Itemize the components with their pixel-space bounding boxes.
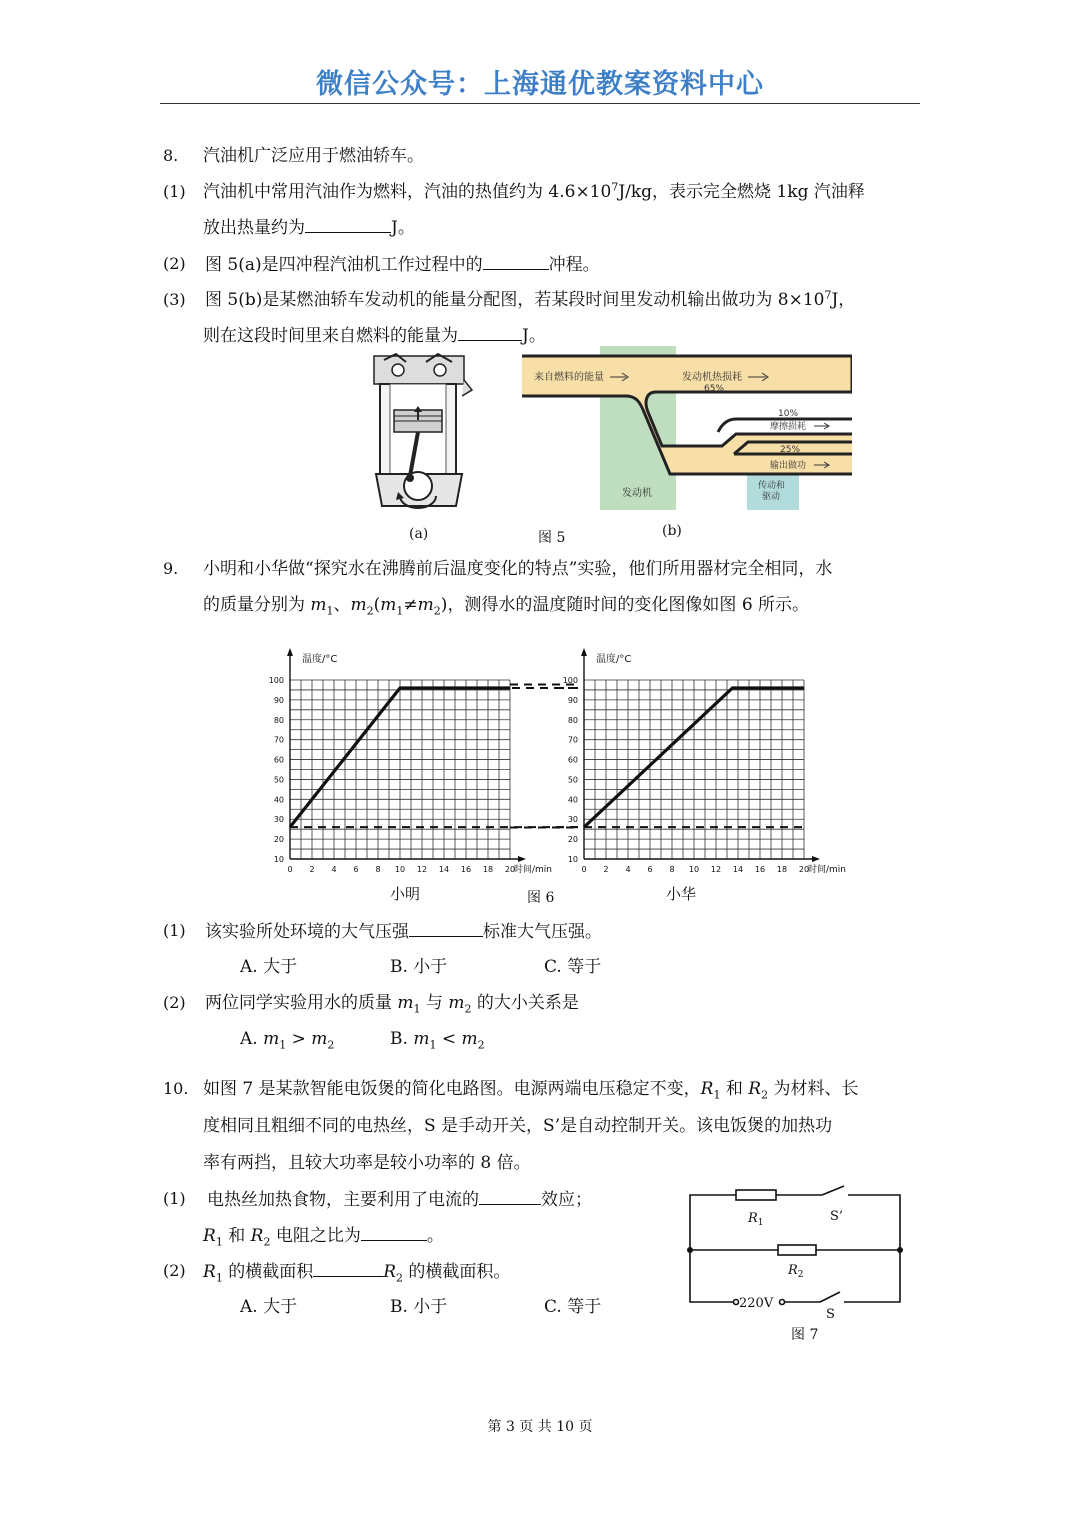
drive-label-1: 传动和 (758, 481, 786, 491)
answer-blank-area[interactable] (313, 1260, 383, 1277)
q8-p2-line: 图 5(a)是四冲程汽油机工作过程中的 冲程。 (205, 255, 600, 275)
y-axis-label: 温度/°C (302, 654, 338, 665)
fig7-caption: 图 7 (791, 1327, 819, 1343)
y-tick-label: 10 (567, 855, 578, 864)
q10-p2-option-c[interactable]: C. 等于 (544, 1297, 602, 1317)
fig6-caption: 图 6 (527, 890, 555, 906)
x-tick-label: 16 (460, 865, 472, 874)
x-tick-label: 4 (331, 865, 337, 874)
y-axis-arrow (581, 648, 587, 656)
friction-percent: 10% (778, 409, 799, 419)
x-tick-label: 12 (416, 865, 428, 874)
header-divider (160, 103, 920, 104)
q9-p2-option-b[interactable]: B. $m_1 < m_2$ (390, 1029, 485, 1052)
output-label: 输出做功 (770, 461, 807, 471)
switch-s (820, 1292, 840, 1302)
q10-p1-line1: 电热丝加热食物，主要利用了电流的 效应； (207, 1190, 592, 1210)
y-tick-label: 60 (273, 755, 284, 765)
engine-label: 发动机 (622, 488, 652, 499)
answer-blank-stroke[interactable] (483, 253, 549, 270)
x-axis-arrow (812, 856, 820, 862)
q10-number: 10. (163, 1079, 189, 1098)
x-tick-label: 10 (688, 865, 700, 874)
q10-p2-option-a[interactable]: A. 大于 (240, 1297, 298, 1317)
x-axis-label: 时间/min (514, 865, 553, 875)
engine-cylinder-illustration (366, 350, 476, 510)
switch-s-prime (822, 1186, 844, 1195)
fig5a-label: (a) (409, 526, 429, 542)
x-tick-label: 6 (647, 865, 653, 874)
energy-flow-diagram (522, 346, 852, 510)
q9-p2-number: (2) (163, 993, 186, 1012)
y-tick-label: 90 (273, 695, 284, 705)
q10-line1: 如图 7 是某款智能电饭煲的简化电路图。电源两端电压稳定不变，$R_1$ 和 $R_2$ 为材料、长 (203, 1079, 859, 1102)
fig5-caption: 图 5 (538, 530, 566, 546)
x-tick-label: 12 (710, 865, 722, 874)
q8-p3-line1: 图 5(b)是某燃油轿车发动机的能量分配图，若某段时间里发动机输出做功为 $8\times 10^7J$， (205, 288, 856, 310)
circuit-diagram (680, 1180, 910, 1330)
q10-p2-line: $R_1$ 的横截面积 $R_2$ 的横截面积。 (203, 1262, 511, 1285)
resistor-r1 (736, 1190, 776, 1200)
x-axis-label: 时间/min (808, 865, 847, 875)
q8-p1-number: (1) (163, 182, 186, 201)
heat-loss-percent: 65% (704, 384, 725, 394)
q9-p1-option-a[interactable]: A. 大于 (240, 957, 298, 977)
output-percent: 25% (780, 445, 801, 455)
heat-loss-label: 发动机热损耗 (682, 372, 742, 383)
q8-p1-line2: 放出热量约为 J。 (203, 218, 415, 238)
reference-dashed-lines (400, 680, 730, 832)
x-axis-arrow (518, 856, 526, 862)
y-tick-label: 70 (567, 735, 578, 745)
y-tick-label: 10 (273, 855, 284, 864)
chart-left-title: 小明 (390, 885, 421, 903)
q9-p1-number: (1) (163, 921, 186, 940)
y-tick-label: 30 (567, 815, 578, 825)
y-tick-label: 100 (562, 676, 578, 685)
q9-p1-line: 该实验所处环境的大气压强 标准大气压强。 (205, 922, 602, 942)
x-tick-label: 10 (394, 865, 406, 874)
q10-p2-number: (2) (163, 1261, 186, 1280)
q8-p3-number: (3) (163, 290, 186, 309)
answer-blank-fuel-energy[interactable] (458, 324, 522, 341)
resistor-r2 (778, 1245, 816, 1255)
x-tick-label: 20 (798, 865, 810, 874)
x-tick-label: 2 (309, 865, 315, 874)
x-tick-label: 2 (603, 865, 609, 874)
r1-label: $R_1$ (748, 1211, 764, 1228)
fig5b-label: (b) (662, 523, 682, 539)
y-tick-label: 90 (567, 695, 578, 705)
y-tick-label: 40 (567, 795, 578, 805)
q8-p3-line2: 则在这段时间里来自燃料的能量为 J。 (203, 326, 546, 346)
q8-p2-number: (2) (163, 254, 186, 273)
x-tick-label: 8 (669, 865, 675, 874)
answer-blank-ratio[interactable] (361, 1224, 427, 1241)
s-prime-label: S’ (830, 1209, 844, 1224)
y-tick-label: 40 (273, 795, 284, 805)
y-tick-label: 100 (268, 676, 284, 685)
q10-p1-number: (1) (163, 1189, 186, 1208)
y-axis-arrow (287, 648, 293, 656)
x-tick-label: 18 (776, 865, 788, 874)
y-tick-label: 50 (567, 775, 578, 785)
q8-p1-line1: 汽油机中常用汽油作为燃料，汽油的热值约为 $4.6\times 10^7J/kg$，表示完全燃烧 1kg 汽油释 (203, 180, 865, 202)
s-label: S (826, 1307, 835, 1322)
chart-right-title: 小华 (666, 885, 697, 903)
x-tick-label: 14 (438, 865, 450, 874)
page-header: 微信公众号：上海通优教案资料中心 (316, 69, 764, 100)
y-tick-label: 20 (567, 835, 578, 845)
y-tick-label: 20 (273, 835, 284, 845)
x-tick-label: 0 (287, 865, 293, 874)
x-tick-label: 14 (732, 865, 744, 874)
q9-p2-option-a[interactable]: A. $m_1 > m_2$ (240, 1029, 335, 1052)
x-tick-label: 18 (482, 865, 494, 874)
page-footer: 第 3 页 共 10 页 (487, 1419, 593, 1435)
y-tick-label: 80 (567, 715, 578, 725)
q9-line1: 小明和小华做“探究水在沸腾前后温度变化的特点”实验，他们所用器材完全相同，水 (203, 559, 833, 579)
q9-p2-line: 两位同学实验用水的质量 $m_1$ 与 $m_2$ 的大小关系是 (205, 993, 579, 1016)
x-tick-label: 20 (504, 865, 516, 874)
voltage-label: 220V (739, 1296, 774, 1311)
r2-label: $R_2$ (788, 1263, 804, 1280)
answer-blank-effect[interactable] (479, 1188, 541, 1205)
x-tick-label: 8 (375, 865, 381, 874)
drive-label-2: 驱动 (762, 492, 781, 502)
answer-blank-heat[interactable] (305, 216, 391, 233)
q9-number: 9. (163, 559, 179, 578)
friction-label: 摩擦损耗 (770, 422, 807, 432)
q10-p2-option-b[interactable]: B. 小于 (390, 1297, 448, 1317)
y-axis-label: 温度/°C (596, 654, 632, 665)
q10-line3: 率有两挡，且较大功率是较小功率的 8 倍。 (203, 1153, 531, 1173)
q8-number: 8. (163, 146, 179, 165)
x-tick-label: 0 (581, 865, 587, 874)
y-tick-label: 30 (273, 815, 284, 825)
q9-p1-option-c[interactable]: C. 等于 (544, 957, 602, 977)
q8-stem: 汽油机广泛应用于燃油轿车。 (203, 146, 424, 166)
x-tick-label: 6 (353, 865, 359, 874)
x-tick-label: 4 (625, 865, 631, 874)
y-tick-label: 60 (567, 755, 578, 765)
q9-line2: 的质量分别为 $m_1$、$m_2(m_1\ne m_2)$，测得水的温度随时间的变化图像如图 6 所示。 (203, 595, 810, 618)
q10-line2: 度相同且粗细不同的电热丝，S 是手动开关，S’是自动控制开关。该电饭煲的加热功 (203, 1116, 833, 1136)
answer-blank-pressure[interactable] (409, 920, 483, 937)
y-tick-label: 70 (273, 735, 284, 745)
fuel-energy-label: 来自燃料的能量 (534, 372, 604, 383)
y-tick-label: 80 (273, 715, 284, 725)
y-tick-label: 50 (273, 775, 284, 785)
q9-p1-option-b[interactable]: B. 小于 (390, 957, 448, 977)
x-tick-label: 16 (754, 865, 766, 874)
q10-p1-line2: $R_1$ 和 $R_2$ 电阻之比为 。 (203, 1226, 444, 1249)
